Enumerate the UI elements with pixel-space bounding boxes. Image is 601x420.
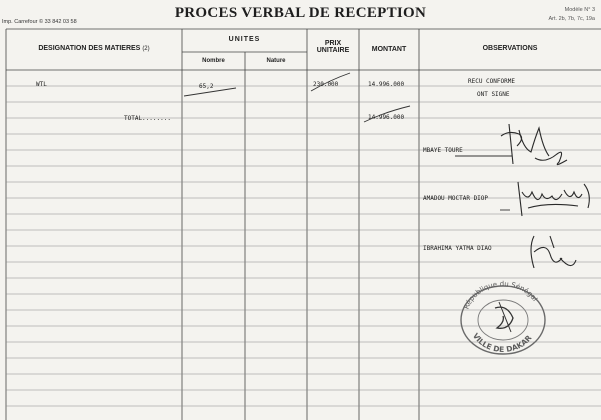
model-number: Modèle N° 3 xyxy=(564,7,595,13)
total-label: TOTAL........ xyxy=(124,115,171,122)
signatory-name: IBRAHIMA YATMA DIAO xyxy=(423,245,492,252)
signatory-name: MBAYE TOURE xyxy=(423,147,463,154)
row-nombre: 65,2 xyxy=(199,83,214,90)
header-designation-note: (2) xyxy=(142,46,150,52)
header-designation-label: DESIGNATION DES MATIERES xyxy=(38,45,141,52)
signature-mbaye-toure xyxy=(495,118,575,170)
header-unites: UNITES xyxy=(228,36,261,43)
header-prix-line2: UNITAIRE xyxy=(316,47,350,54)
signature-ibrahima-yatma-diao xyxy=(520,228,590,280)
obs-ont-signe: ONT SIGNE xyxy=(477,91,510,98)
header-nature: Nature xyxy=(266,58,286,64)
official-stamp xyxy=(455,278,551,358)
printer-imprint: Imp. Carrefour © 33 842 03 58 xyxy=(2,19,77,25)
header-prix xyxy=(307,40,359,54)
stamp-bottom-text: VILLE DE DAKAR xyxy=(470,331,534,355)
row-montant: 14.996.000 xyxy=(368,81,405,88)
svg-text:VILLE DE DAKAR xyxy=(471,331,534,354)
row-designation: WTL xyxy=(36,81,47,88)
article-references: Art. 2b, 7b, 7c, 19a xyxy=(548,16,595,22)
signatory-name: AMADOU MOCTAR DIOP xyxy=(423,195,489,202)
document-title: PROCES VERBAL DE RECEPTION xyxy=(174,5,427,21)
stamp-top-text: République du Sénégal xyxy=(462,279,539,311)
row-prix: 230.000 xyxy=(313,81,339,88)
total-montant: 14.996.000 xyxy=(368,114,405,121)
header-designation xyxy=(6,45,182,52)
signature-amadou-moctar-diop xyxy=(508,172,598,220)
obs-recu-conforme: RECU CONFORME xyxy=(468,78,515,85)
header-observations: OBSERVATIONS xyxy=(482,45,538,52)
header-nombre: Nombre xyxy=(202,58,225,64)
header-montant: MONTANT xyxy=(371,46,407,53)
header-prix-line1: PRIX xyxy=(324,40,342,47)
